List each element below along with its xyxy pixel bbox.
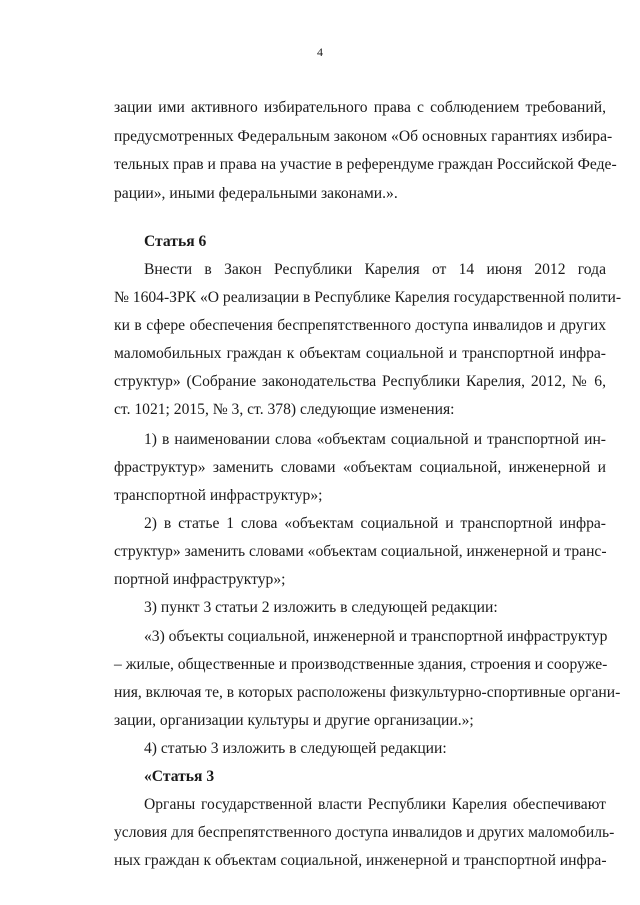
text-line: – жилые, общественные и производственные здания, строения и сооруже-	[114, 656, 608, 673]
text-line: № 1604-ЗРК «О реализации в Республике Карелия государственной полити-	[114, 289, 622, 306]
article-heading: Статья 6	[144, 233, 207, 250]
text-line: Внести в Закон Республики Карелия от 14 июня 2012 года	[144, 261, 606, 278]
text-line: транспортной инфраструктур»;	[114, 487, 323, 504]
text-line: портной инфраструктур»;	[114, 571, 286, 588]
text-line: 2) в статье 1 слова «объектам социальной и транспортной инфра-	[144, 515, 606, 532]
text-line: структур» (Собрание законодательства Республики Карелия, 2012, № 6,	[114, 373, 606, 390]
text-line: 1) в наименовании слова «объектам социальной и транспортной ин-	[144, 431, 606, 448]
text-line: ст. 1021; 2015, № 3, ст. 378) следующие изменения:	[114, 401, 455, 418]
text-line: ки в сфере обеспечения беспрепятственного доступа инвалидов и других	[114, 317, 606, 334]
text-line: маломобильных граждан к объектам социальной и транспортной инфра-	[114, 345, 606, 362]
text-line: фраструктур» заменить словами «объектам социальной, инженерной и	[114, 459, 606, 476]
text-line: «3) объекты социальной, инженерной и транспортной инфраструктур	[144, 628, 608, 645]
text-line: рации», иными федеральными законами.».	[114, 185, 398, 202]
article-heading: «Статья 3	[144, 768, 215, 785]
text-line: 3) пункт 3 статьи 2 изложить в следующей редакции:	[144, 599, 498, 616]
text-line: зации ими активного избирательного права с соблюдением требований,	[114, 99, 606, 116]
text-line: Органы государственной власти Республики Карелия обеспечивают	[144, 796, 606, 813]
text-line: ных граждан к объектам социальной, инженерной и транспортной инфра-	[114, 852, 607, 869]
text-line: тельных прав и права на участие в референдуме граждан Российской Феде-	[114, 156, 617, 173]
text-line: предусмотренных Федеральным законом «Об основных гарантиях избира-	[114, 128, 613, 145]
page-number: 4	[317, 45, 323, 59]
text-line: ния, включая те, в которых расположены физкультурно-спортивные органи-	[114, 684, 621, 701]
text-line: структур» заменить словами «объектам социальной, инженерной и транс-	[114, 543, 607, 560]
text-line: зации, организации культуры и другие организации.»;	[114, 712, 474, 729]
text-line: условия для беспрепятственного доступа инвалидов и других маломобиль-	[114, 824, 615, 841]
text-line: 4) статью 3 изложить в следующей редакции:	[144, 740, 447, 757]
